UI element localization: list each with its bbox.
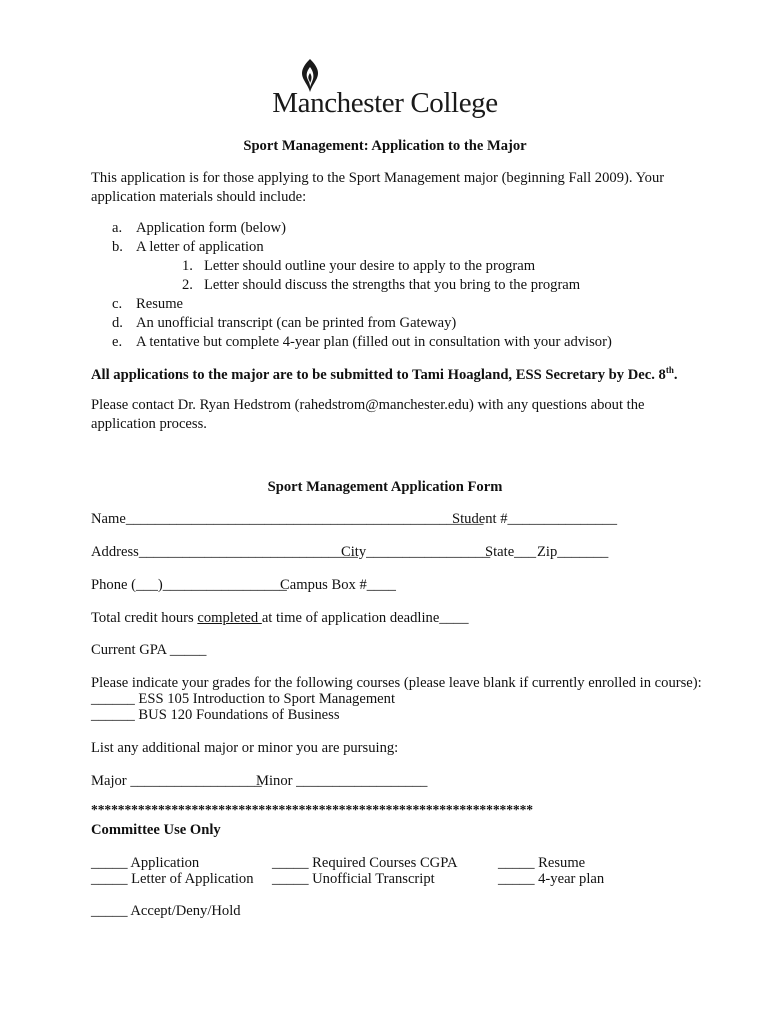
gpa-field[interactable]: Current GPA _____ [91, 642, 207, 658]
committee-item[interactable]: _____ Application [91, 855, 200, 871]
page-title: Sport Management: Application to the Major [243, 138, 527, 154]
list-marker: 2. [182, 277, 193, 293]
campus-box-field[interactable]: Campus Box #____ [280, 577, 396, 593]
contact-line-1: Please contact Dr. Ryan Hedstrom (rahedstrom@manchester.edu) with any questions about the [91, 397, 645, 413]
list-item: Letter should outline your desire to apply to the program [204, 258, 536, 274]
list-item: Application form (below) [136, 220, 286, 236]
list-item: Letter should discuss the strengths that you bring to the program [204, 277, 581, 293]
logo-wordmark: Manchester College [272, 87, 498, 119]
state-field[interactable]: State___ [485, 544, 537, 560]
contact-line-2: application process. [91, 416, 207, 432]
committee-item[interactable]: _____ Accept/Deny/Hold [91, 903, 241, 919]
committee-item[interactable]: _____ Required Courses CGPA [272, 855, 458, 871]
form-title: Sport Management Application Form [267, 479, 503, 495]
zip-field[interactable]: Zip_______ [537, 544, 609, 560]
list-item: A tentative but complete 4-year plan (filled out in consultation with your advisor) [136, 334, 612, 350]
list-marker: c. [112, 296, 123, 312]
course-grade-field[interactable]: ______ ESS 105 Introduction to Sport Management [91, 691, 396, 707]
list-marker: e. [112, 334, 123, 350]
intro-line-2: application materials should include: [91, 189, 307, 205]
divider: ****************************************************************** [91, 802, 533, 817]
list-marker: a. [112, 220, 123, 236]
deadline-notice: All applications to the major are to be submitted to Tami Hoagland, ESS Secretary by Dec. 8th. [91, 365, 678, 383]
city-field[interactable]: City_________________ [341, 544, 491, 560]
phone-field[interactable]: Phone (___)_________________ [91, 577, 287, 593]
list-marker: d. [112, 315, 123, 331]
intro-line-1: This application is for those applying to the Sport Management major (beginning Fall 2009). Your [91, 170, 665, 186]
committee-title: Committee Use Only [91, 822, 221, 838]
student-number-field[interactable]: Student #_______________ [452, 511, 617, 527]
credit-hours-field[interactable]: Total credit hours completed at time of application deadline____ [91, 610, 469, 626]
course-grade-field[interactable]: ______ BUS 120 Foundations of Business [91, 707, 340, 723]
grades-prompt: Please indicate your grades for the following courses (please leave blank if currently enrolled in course): [91, 675, 702, 691]
address-field[interactable]: Address______________________________ [91, 544, 358, 560]
list-marker: 1. [182, 258, 193, 274]
committee-item[interactable]: _____ Unofficial Transcript [272, 871, 435, 887]
name-field[interactable]: Name_________________________________________________ [91, 511, 484, 527]
list-item: A letter of application [136, 239, 264, 255]
minor-field[interactable]: Minor __________________ [256, 773, 428, 789]
major-field[interactable]: Major __________________ [91, 773, 262, 789]
committee-item[interactable]: _____ Resume [498, 855, 586, 871]
list-marker: b. [112, 239, 123, 255]
additional-major-minor-prompt: List any additional major or minor you are pursuing: [91, 740, 399, 756]
committee-item[interactable]: _____ 4-year plan [498, 871, 605, 887]
list-item: An unofficial transcript (can be printed from Gateway) [136, 315, 457, 331]
committee-item[interactable]: _____ Letter of Application [91, 871, 254, 887]
list-item: Resume [136, 296, 184, 312]
